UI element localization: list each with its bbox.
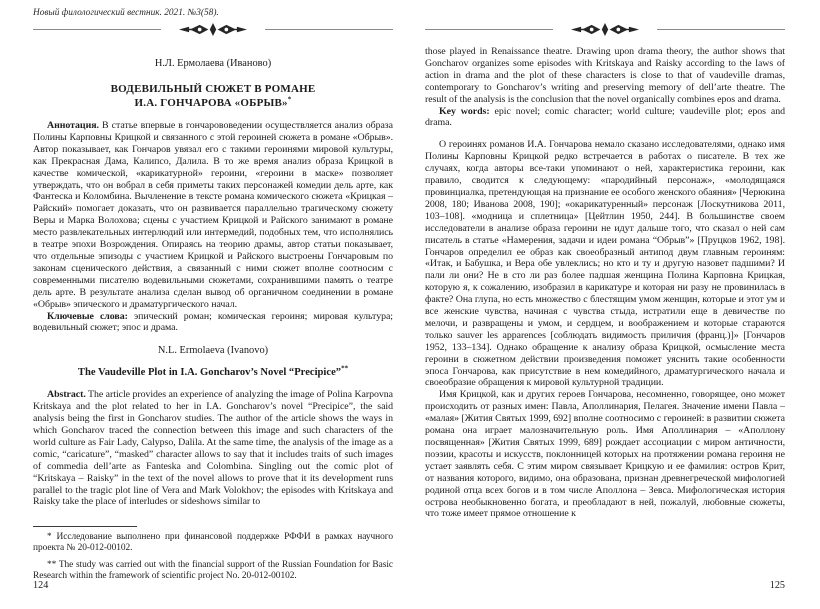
footnote-block — [33, 522, 393, 587]
footnote-ru-text: Исследование выполнено при финансовой поддержке РФФИ в рамках научного проекта № 20-012-00102. — [33, 532, 393, 554]
page-left — [33, 8, 393, 604]
journal-header: Новый филологический вестник. 2021. №3(58). — [33, 8, 219, 18]
keywords-ru-label: Ключевые слова: — [47, 310, 128, 322]
abstract-en-label: Abstract. — [47, 389, 86, 401]
title-footnote-marker-ru: * — [287, 94, 292, 103]
main-paragraph-1: О героинях романов И.А. Гончарова немало сказано исследователями, однако имя Полины Карповны Крицкой редко встречается в работах о писателе. В тех же случаях, когда авторы все-таки упоминают о ней, характеристика героини, как правило, сводится к следующему: «пародийный персонаж», «молодящаяся провинциалка, претендующая на признание ее особого женского обаяния» [Черюкина 2008, 180; Иванова 2008, 190]; «окарикатуренный» персонаж [Лоскутникова 2011, 103–108]. «модница и сплетница» [Цейтлин 1950, 244]. В большинстве своем исследователи в анализе образа героини не идут дальше того, что сказал о ней сам писатель в статье «Намерения, задачи и идеи романа “Обрыв”» [Пруцков 1962, 198]. Гончаров определил ее образ как своеобразный антипод двум главным героиням: «Итак, и Бабушка, и Вера обе увлеклись; но кто и ту и другую назовет падшими? И пали ли они? Не в сто ли раз более падшая женщина Полина Карповна Крицкая, которую я, к сожалению, изобразил в карикатуре и которая ни разу не провинилась в факте? Она глупа, но есть множество с блестящим умом женщин, которые и этот ум и все женские чувства, начиная с чувства стыда, истратили еще в девичестве по мелочи, и развращены и умом, и сердцем, и воображением и которые стараются только sauver les apparences [соблюдать видимость приличия (франц.)]» [Гончаров 1952, 133–134]. Однако обращение к анализу образа Крицкой, осмысление места героини в сюжетном действии произведения поможет уяснить такие особенности эпоса Гончарова, как присутствие в нем комедийного, драматургического начала и своеобразие обращения к мировой культурной традиции. — [425, 139, 785, 389]
abstract-en-text: The article provides an experience of analyzing the image of Polina Karpovna Kritskaya and the plot related to her in I.A. Goncharov’s novel “Precipice”, the said analysis being the first in Goncharov studies. The author of the article shows the ways in which Goncharov traced the connection between this image and such characters of the world culture as Fair Lady, Calypso, Dalila. At the same time, the analysis of the image as a comic, “caricature”, “masked” character allows to say that it includes traits of such images of commedia dell’arte as Fanteska and Colombina. Singling out the comic plot of “Kritskaya – Raisky” in the text of the novel allows to prove that it its development runs parallel to the tragic plot line of Vera and Mark Volokhov; the episodes with Kritskaya and Raisky take the place of interludes or sideshows similar to — [33, 389, 393, 508]
ornament-rule-right — [265, 29, 393, 30]
footnote-ru-marker: * — [47, 532, 52, 542]
abstract-en-continued: those played in Renaissance theatre. Drawing upon drama theory, the author shows that Goncharov organizes some episodes with Kritskaya and Raisky according to the laws of action in drama and the plot of these characters is close to that of vaudeville dramas, contemporary to Goncharov’s writing and preserving memory of dell’arte theatre. The result of the analysis is the conclusion that the novel organically combines epos and drama. — [425, 46, 785, 105]
article-title-ru-line1: ВОДЕВИЛЬНЫЙ СЮЖЕТ В РОМАНЕ — [110, 83, 316, 95]
article-title-en: The Vaudeville Plot in I.A. Goncharov’s Novel “Precipice”** — [77, 364, 349, 379]
page-number-left: 124 — [33, 580, 49, 591]
keywords-en — [425, 106, 785, 130]
keywords-ru-text: эпический роман; комическая героиня; мировая культура; водевильный сюжет; эпос и драма. — [33, 310, 393, 334]
footnote-en-marker: ** — [47, 559, 57, 570]
abstract-ru-label: Аннотация. — [47, 120, 99, 131]
footnote-divider — [33, 526, 137, 527]
keywords-ru — [33, 311, 393, 335]
page-number-right: 125 — [769, 580, 785, 591]
page-right — [425, 8, 785, 604]
abstract-ru — [33, 120, 393, 311]
main-paragraph-2: Имя Крицкой, как и других героев Гончарова, несомненно, говорящее, оно может происходить от разных имен: Павла, Аполлинария, Пелагея. Значение имени Павла – «малая» [Жития Святых 1999, 692] вполне соотносимо с героиней: в развитии сюжета романа она играет малозначительную роль. Имя Аполлинария – «Аполлону посвященная» [Жития Святых 1999, 689] рождает ассоциации с миром античности, поэзии, красоты и искусств, поклонницей которых на протяжении романа героиня не устает заявлять себя. С этим миром связывает Крицкую и ее фамилия: остров Крит, от названия которого, видимо, она образована, признан древнегреческой мифологией родиной отца всех богов и в том числе Аполлона – Зевса. Мифологическая история острова необыкновенно богата, и преобладают в ней, пожалуй, любовные сюжеты, что тоже имеет прямое отношение к — [425, 389, 785, 520]
author-en: N.L. Ermolaeva (Ivanovo) — [157, 345, 269, 357]
ornament-row-left — [33, 22, 393, 36]
ornament-rule-right — [657, 29, 785, 30]
ornament-rule-left — [33, 29, 161, 30]
footnote-ru — [33, 532, 393, 555]
ornament-row-right-page — [425, 22, 785, 36]
title-footnote-marker-en: ** — [341, 364, 349, 373]
footnote-en-text: The study was carried out with the financial support of the Russian Foundation for Basic Research within the framework of scientific project No. 20-012-00102. — [33, 559, 393, 581]
ornament-rule-left — [425, 29, 553, 30]
fleuron-ornament-icon — [559, 23, 651, 36]
article-title-ru-line2: И.А. ГОНЧАРОВА «ОБРЫВ»* — [134, 94, 292, 109]
fleuron-ornament-icon — [167, 23, 259, 36]
author-ru: Н.Л. Ермолаева (Иваново) — [154, 58, 272, 69]
abstract-ru-text: В статье впервые в гончарововедении осуществляется анализ образа Полины Карповны Крицкой и связанного с этой героиней сюжета в романе «Обрыв». Автор показывает, как Гончаров увязал его с такими героинями мировой культуры, как Прекрасная Дама, Калипсо, Далила. В то же время анализ образа Крицкой в качестве комической, «карикатурной» героини, «героини в маске» позволяет утверждать, что он вобрал в себя приметы таких персонажей комедии дель арте, как Фантеска и Коломбина. Вычленение в тексте романа комического сюжета «Крицкая – Райский» помогает доказать, что он развивается параллельно трагическому сюжету Веры и Марка Волохова; сцены с участием Крицкой и Райского занимают в романе место развлекательных интерлюдий или интермедий, подобных тем, что исполнялись в театре эпохи Возрождения. Опираясь на теорию драмы, автор статьи показывает, что отдельные эпизоды с участием Крицкой и Райского выстроены Гончаровым по законам сценического действия, а связанный с ними сюжет вполне соотносим с современными писателю водевильными сюжетами, сохранившими память о театре дель арте. В результате анализа сделан вывод об органичном соединении в романе «Обрыв» эпического и драматургического начал. — [33, 120, 393, 310]
keywords-en-text: epic novel; comic character; world culture; vaudeville plot; epos and drama. — [425, 105, 785, 129]
keywords-en-label: Key words: — [439, 105, 490, 117]
footnote-en — [33, 560, 393, 583]
abstract-en — [33, 389, 393, 508]
article-title-ru — [33, 83, 393, 110]
